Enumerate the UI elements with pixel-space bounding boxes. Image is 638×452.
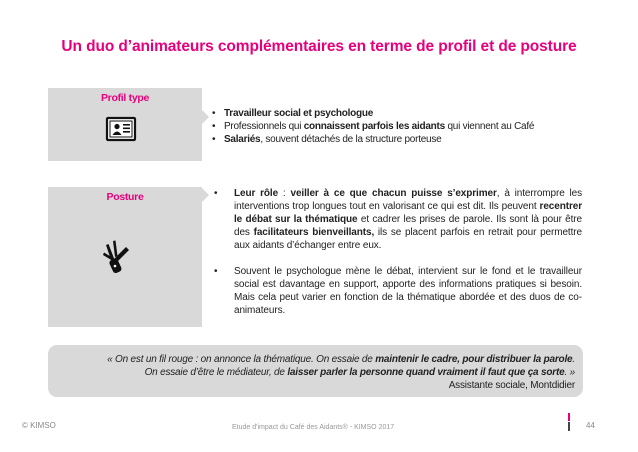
swiss-army-knife-icon (100, 237, 134, 277)
source-note: Etude d'impact du Café des Aidants® - KIMSO 2017 (232, 424, 395, 431)
quote-line-1: « On est un fil rouge : on annonce la thématique. On essaie de maintenir le cadre, pour distribuer la parole. (107, 354, 575, 365)
posture-bullet: • Souvent le psychologue mène le débat, intervient sur le fond et le travailleur social est davantage en support, apporte des informations pratiques si besoin. Mais cela peut varier en fonction de la thématique abordée et des duos de co-animateurs. (212, 265, 582, 317)
profil-box (48, 88, 202, 161)
id-card-icon (105, 115, 137, 143)
quote-box (48, 345, 583, 397)
quote-line-2: On essaie d’être le médiateur, de laisser parler la personne quand vraiment il faut que ça sorte. » (144, 367, 575, 378)
page-number: 44 (586, 421, 595, 430)
page-title: Un duo d’animateurs complémentaires en terme de profil et de posture (61, 38, 577, 55)
copyright: © KIMSO (22, 421, 56, 430)
profil-bullet: • Professionnels qui connaissent parfois les aidants qui viennent au Café (212, 120, 582, 133)
profil-bullet: • Salariés, souvent détachés de la structure porteuse (212, 133, 582, 146)
posture-label: Posture (106, 191, 144, 203)
quote-author: Assistante sociale, Montdidier (448, 380, 575, 391)
posture-arrow (202, 188, 209, 202)
profil-arrow (202, 110, 209, 124)
posture-bullets (212, 187, 582, 317)
posture-bullet: • Leur rôle : veiller à ce que chacun puisse s’exprimer, à interrompre les interventions trop longues tout en valorisant ce qui est dit. Ils peuvent recentrer le débat sur la thématique et cadrer les prises de parole. Ils sont là pour être des facilitateurs bienveillants, ils se placent parfois en retrait pour permettre aux aidants d’échanger entre eux. (212, 187, 582, 252)
footer-mark (568, 413, 570, 431)
profil-bullets (212, 107, 582, 146)
posture-box (48, 187, 202, 327)
profil-label: Profil type (100, 92, 150, 104)
profil-bullet: • Travailleur social et psychologue (212, 107, 582, 120)
